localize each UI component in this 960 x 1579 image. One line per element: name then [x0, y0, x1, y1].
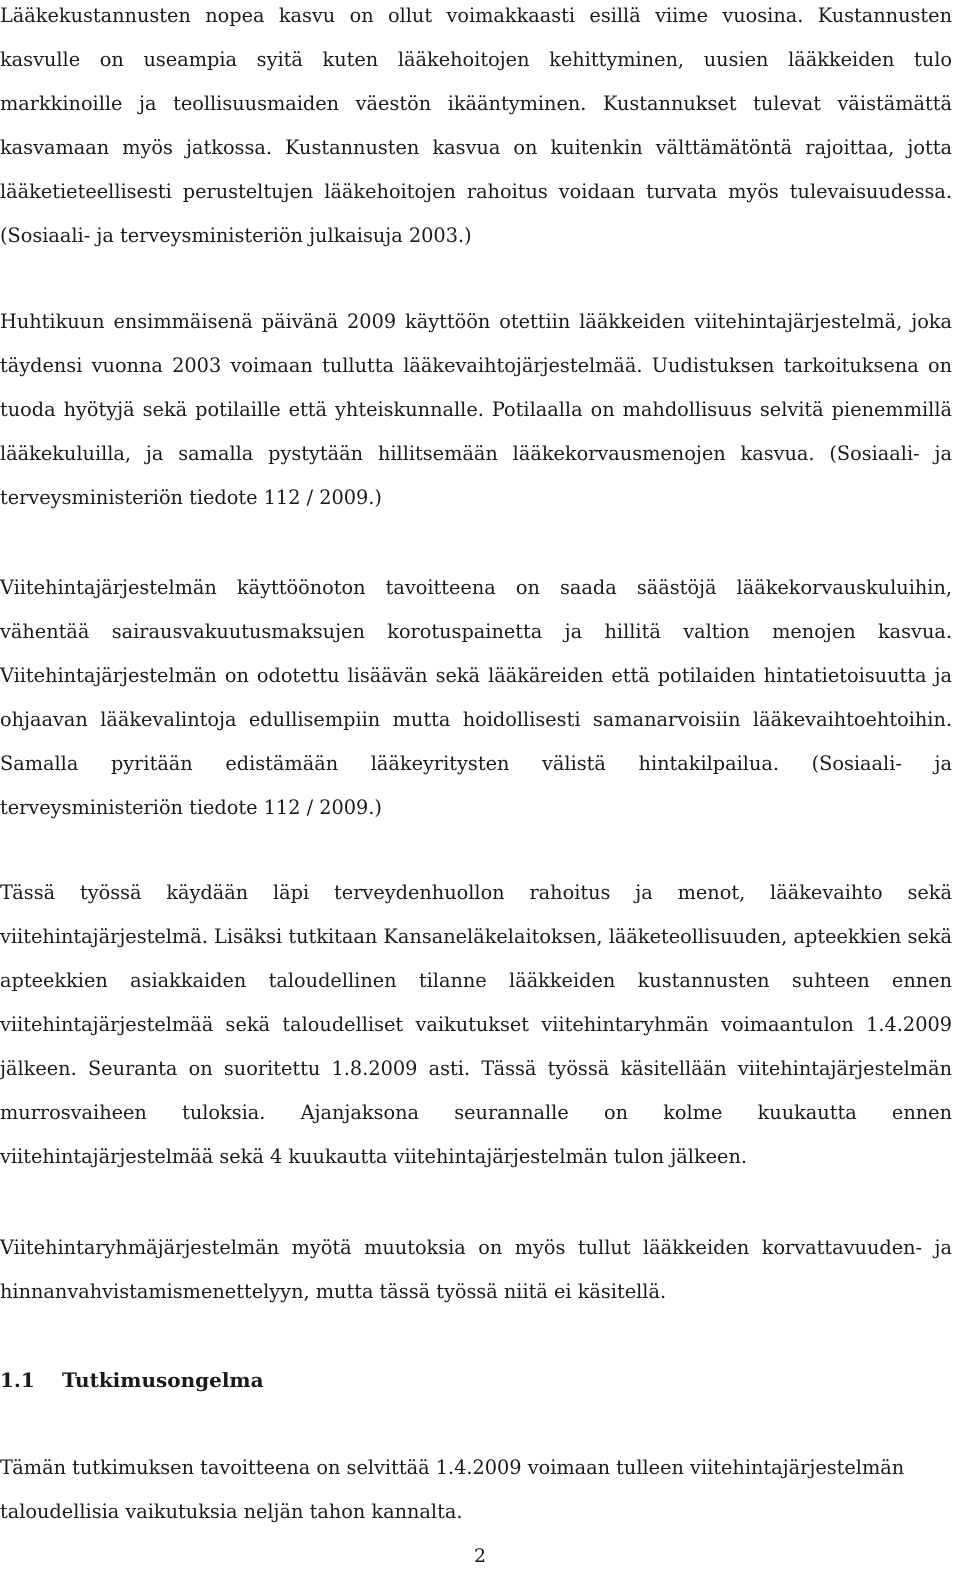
section-number: 1.1: [0, 1368, 35, 1392]
page-number: 2: [473, 1545, 487, 1567]
paragraph-reference-price-introduction: Huhtikuun ensimmäisenä päivänä 2009 käyttöön otettiin lääkkeiden viitehintajärjestelmä, joka täydensi vuonna 2003 voimaan tullutta lääkevaihtojärjestelmää. Uudistuksen tarkoituksena on tuoda hyötyjä sekä potilaille että yhteiskunnalle. Potilaalla on mahdollisuus selvitä pienemmillä lääkekuluilla, ja samalla pystytään hillitsemään lääkekorvausmenojen kasvua. (Sosiaali- ja terveysministeriön tiedote 112 / 2009.): [0, 310, 952, 509]
paragraph-study-scope: Tässä työssä käydään läpi terveydenhuollon rahoitus ja menot, lääkevaihto sekä viitehintajärjestelmä. Lisäksi tutkitaan Kansaneläkelaitoksen, lääketeollisuuden, apteekkien sekä apteekkien asiakkaiden taloudellinen tilanne lääkkeiden kustannusten suhteen ennen viitehintajärjestelmää sekä taloudelliset vaikutukset viitehintaryhmän voimaantulon 1.4.2009 jälkeen. Seuranta on suoritettu 1.8.2009 asti. Tässä työssä käsitellään viitehintajärjestelmän murrosvaiheen tuloksia. Ajanjaksona seurannalle on kolme kuukautta ennen viitehintajärjestelmää sekä 4 kuukautta viitehintajärjestelmän tulon jälkeen.: [0, 881, 952, 1168]
paragraph-system-goals: Viitehintajärjestelmän käyttöönoton tavoitteena on saada säästöjä lääkekorvauskuluihin, vähentää sairausvakuutusmaksujen korotuspainetta ja hillitä valtion menojen kasvua. Viitehintajärjestelmän on odotettu lisäävän sekä lääkäreiden että potilaiden hintatietoisuutta ja ohjaavan lääkevalintoja edullisempiin mutta hoidollisesti samanarvoisiin lääkevaihtoehtoihin. Samalla pyritään edistämään lääkeyritysten välistä hintakilpailua. (Sosiaali- ja terveysministeriön tiedote 112 / 2009.): [0, 576, 952, 819]
paragraph-excluded-topics: Viitehintaryhmäjärjestelmän myötä muutoksia on myös tullut lääkkeiden korvattavuuden- ja hinnanvahvistamismenettelyyn, mutta tässä työssä niitä ei käsitellä.: [0, 1236, 952, 1303]
paragraph-cost-growth: Lääkekustannusten nopea kasvu on ollut voimakkaasti esillä viime vuosina. Kustannusten kasvulle on useampia syitä kuten lääkehoitojen kehittyminen, uusien lääkkeiden tulo markkinoille ja teollisuusmaiden väestön ikääntyminen. Kustannukset tulevat väistämättä kasvamaan myös jatkossa. Kustannusten kasvua on kuitenkin välttämätöntä rajoittaa, jotta lääketieteellisesti perusteltujen lääkehoitojen rahoitus voidaan turvata myös tulevaisuudessa. (Sosiaali- ja terveysministeriön julkaisuja 2003.): [0, 4, 952, 247]
section-heading: [0, 1358, 264, 1402]
paragraph-research-problem: Tämän tutkimuksen tavoitteena on selvittää 1.4.2009 voimaan tulleen viitehintajärjestelmän taloudellisia vaikutuksia neljän tahon kannalta.: [0, 1456, 905, 1523]
section-title: Tutkimusongelma: [62, 1368, 264, 1392]
